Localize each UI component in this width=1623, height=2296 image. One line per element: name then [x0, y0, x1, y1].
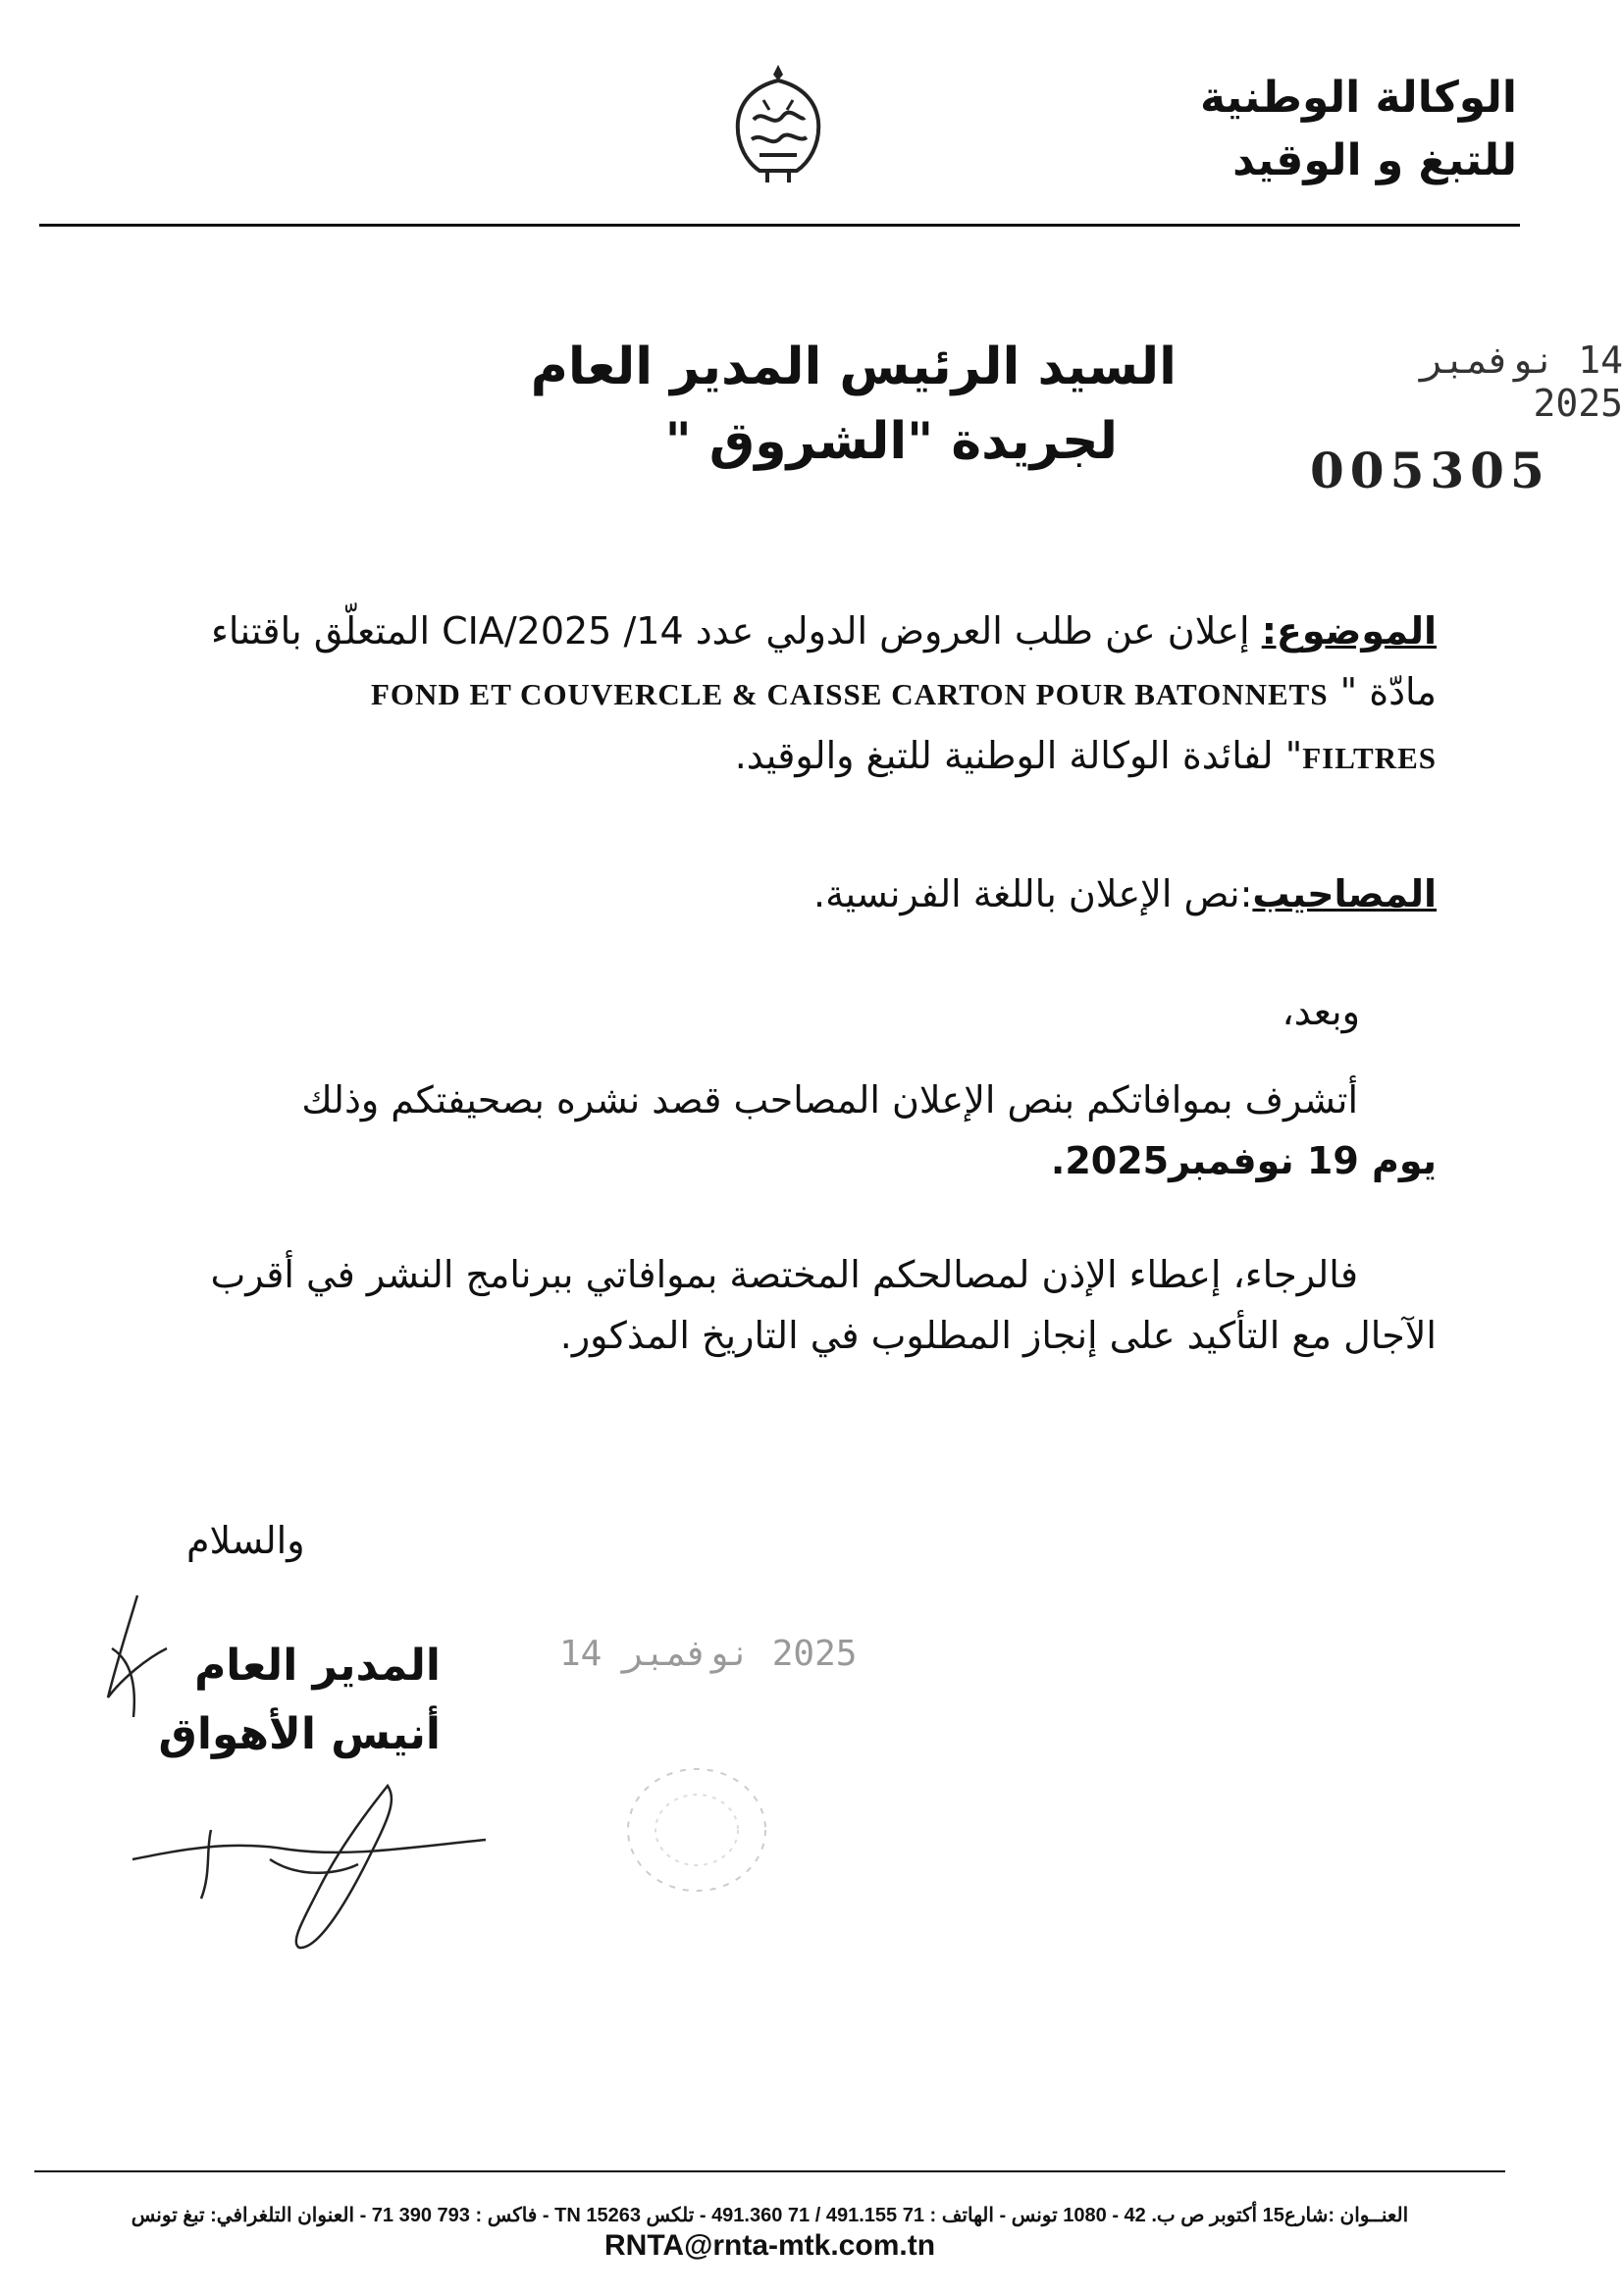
subject-latin-title-end: FILTRES — [1302, 741, 1437, 775]
subject-line-3 — [186, 725, 1437, 789]
subject-latin-title: FOND ET COUVERCLE & CAISSE CARTON POUR BATONNETS — [370, 677, 1329, 711]
body-paragraph-2 — [186, 1244, 1437, 1366]
initials-signature-icon — [98, 1590, 186, 1727]
date-stamp: 14 نوفمبر 2025 — [1421, 339, 1623, 425]
signer-name: أنيس الأهواق — [158, 1709, 441, 1759]
paragraph-2-line-1: فالرجاء، إعطاء الإذن لمصالحكم المختصة بموافاتي ببرنامج النشر في أقرب — [210, 1253, 1358, 1296]
addressee-line-2: لجريدة "الشروق " — [664, 412, 1118, 471]
signer-title: المدير العام — [194, 1641, 441, 1691]
initials-signature — [98, 1590, 186, 1727]
attachments-label: المصاحيب — [1252, 872, 1437, 915]
reference-number: 005305 — [1310, 442, 1550, 499]
addressee-block — [531, 330, 1177, 479]
subject-text-3: " لفائدة الوكالة الوطنية للتبغ والوقيد. — [734, 734, 1303, 777]
paragraph-1-line-2: يوم 19 نوفمبر2025. — [1050, 1139, 1437, 1182]
logo-emblem-icon — [724, 61, 832, 186]
subject-block — [186, 600, 1437, 789]
seal-icon — [618, 1756, 775, 1904]
subject-text-1: إعلان عن طلب العروض الدولي عدد 14/ 2025/CIA المتعلّق باقتناء — [211, 609, 1250, 652]
body-paragraph-1 — [186, 1070, 1437, 1191]
attachments-text: :نص الإعلان باللغة الفرنسية. — [813, 872, 1253, 915]
subject-label: الموضوع: — [1261, 609, 1437, 652]
closing-salutation: والسلام — [186, 1519, 305, 1562]
footer-email: RNTA@rnta-mtk.com.tn — [603, 2229, 936, 2262]
attachments-line — [813, 863, 1437, 924]
paragraph-2-line-2: الآجال مع التأكيد على إنجاز المطلوب في التاريخ المذكور. — [559, 1314, 1437, 1357]
subject-line-2 — [186, 661, 1437, 725]
footer-divider — [34, 2170, 1505, 2172]
faint-seal — [618, 1756, 775, 1904]
received-date-stamp: 2025 نوفمبر 14 — [559, 1634, 858, 1674]
organization-line-2: للتبغ و الوقيد — [1232, 135, 1517, 185]
header-divider — [39, 224, 1520, 227]
agency-logo — [724, 61, 832, 186]
footer-address: العنــوان :شارع15 أكتوبر ص ب. 42 - 1080 تونس - الهاتف : 71 491.155 / 71 491.360 - تلكس TN 15263 - فاكس : 793 390 71 - العنوان التلغرافي: تبغ تونس — [131, 2205, 1409, 2226]
paragraph-1-line-1: أتشرف بموافاتكم بنص الإعلان المصاحب قصد نشره بصحيفتكم وذلك — [301, 1078, 1358, 1122]
greeting: وبعد، — [1282, 990, 1360, 1033]
organization-line-1: الوكالة الوطنية — [1199, 73, 1517, 123]
director-signature-icon — [123, 1781, 496, 1957]
subject-line-1 — [186, 600, 1437, 661]
subject-text-2-prefix: مادّة " — [1339, 670, 1437, 713]
addressee-line-1: السيد الرئيس المدير العام — [530, 338, 1177, 396]
organization-name — [1200, 67, 1517, 192]
director-signature — [123, 1781, 496, 1957]
